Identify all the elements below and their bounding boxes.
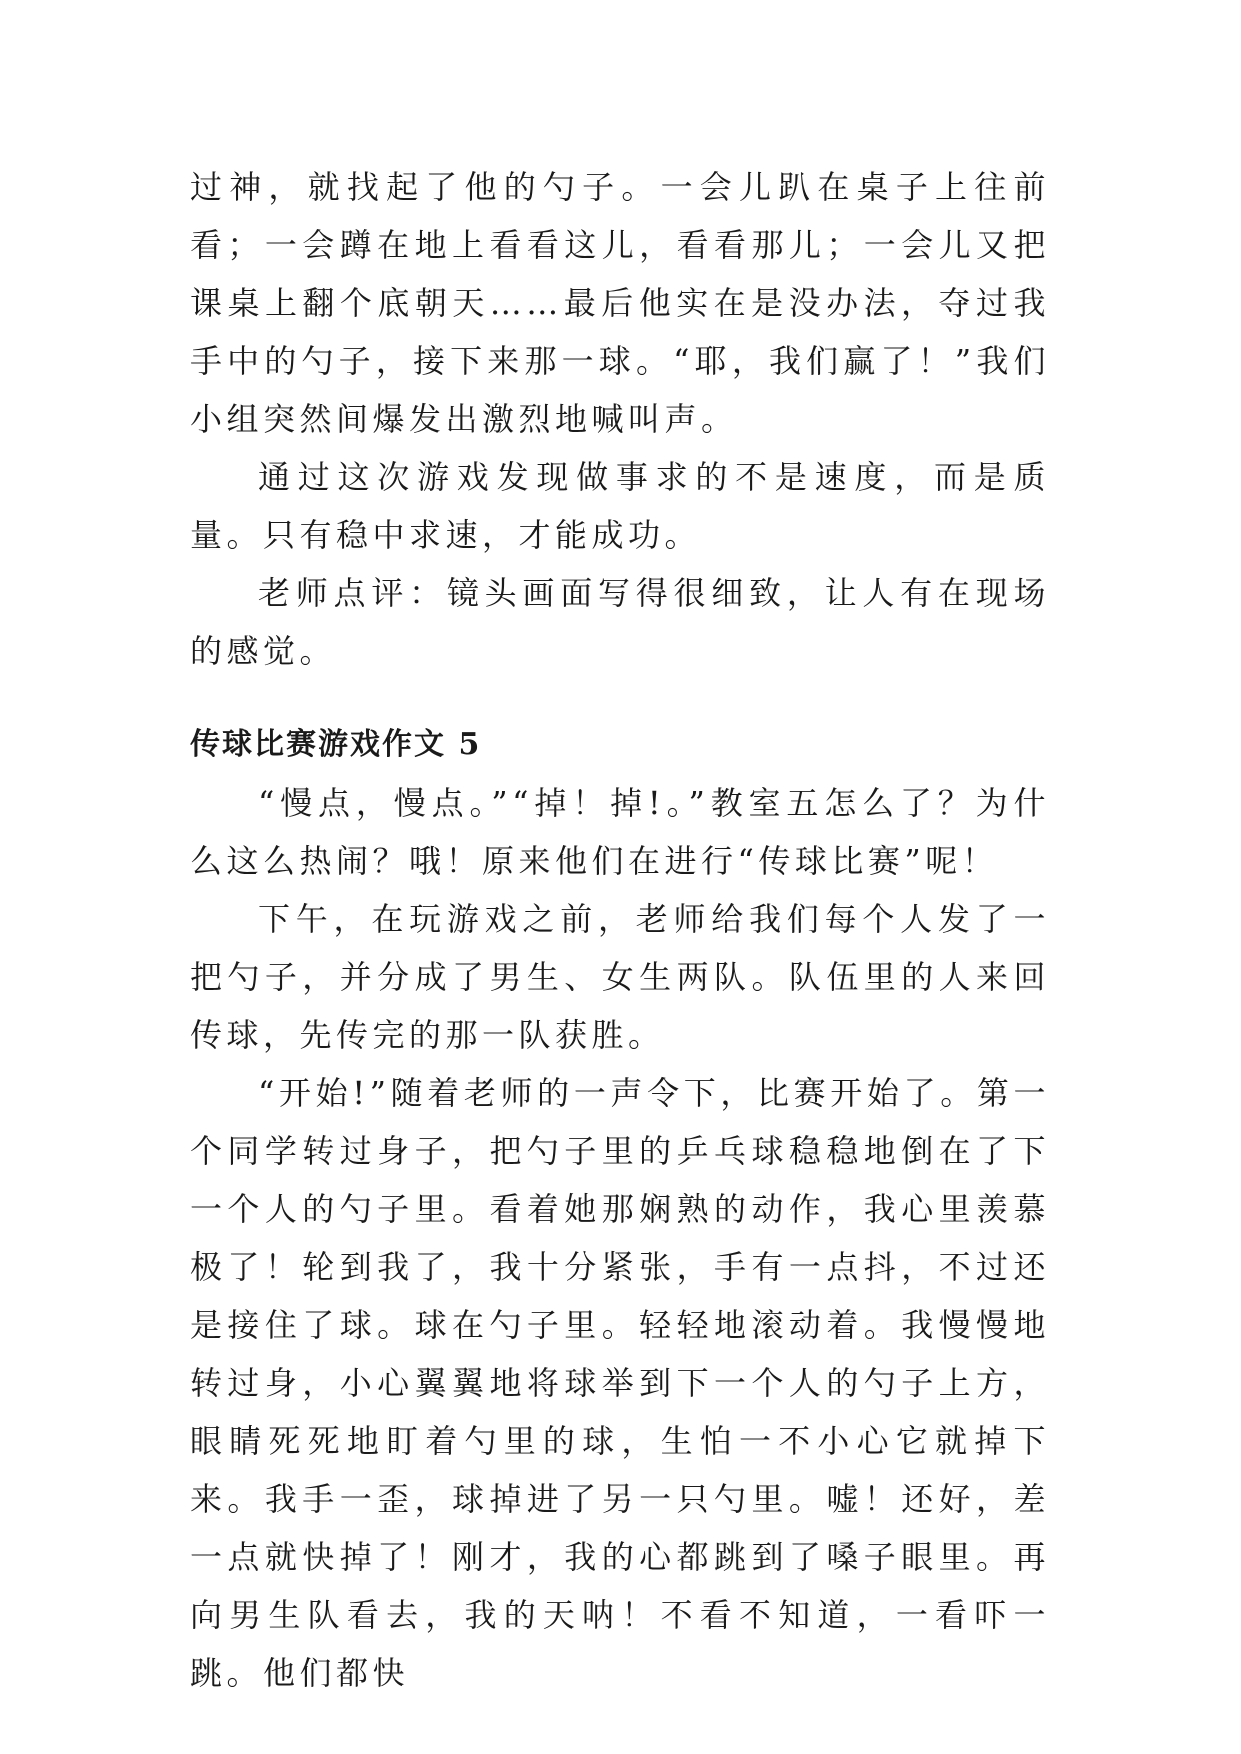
paragraph-opening: “慢点，慢点。”“掉！掉!。”教室五怎么了？为什么这么热闹？哦！原来他们在进行“传球比赛”呢！ [190,784,1050,880]
paragraph-setup: 下午，在玩游戏之前，老师给我们每个人发了一把勺子，并分成了男生、女生两队。队伍里的人来回传球，先传完的那一队获胜。 [190,900,1050,1054]
paragraph-conclusion: 通过这次游戏发现做事求的不是速度，而是质量。只有稳中求速，才能成功。 [190,458,1050,554]
paragraph-continuation: 过神，就找起了他的勺子。一会儿趴在桌子上往前看；一会蹲在地上看看这儿，看看那儿；一会儿又把课桌上翻个底朝天……最后他实在是没办法，夺过我手中的勺子，接下来那一球。“耶，我们赢了！”我们小组突然间爆发出激烈地喊叫声。 [190,168,1050,438]
document-page [190,158,1050,1702]
paragraph-game: “开始!”随着老师的一声令下，比赛开始了。第一个同学转过身子，把勺子里的乒乓球稳稳地倒在了下一个人的勺子里。看着她那娴熟的动作，我心里羡慕极了！轮到我了，我十分紧张，手有一点抖，不过还是接住了球。球在勺子里。轻轻地滚动着。我慢慢地转过身，小心翼翼地将球举到下一个人的勺子上方，眼睛死死地盯着勺里的球，生怕一不小心它就掉下来。我手一歪，球掉进了另一只勺里。嘘！还好，差一点就快掉了！刚才，我的心都跳到了嗓子眼里。再向男生队看去，我的天呐！不看不知道，一看吓一跳。他们都快 [190,1074,1050,1692]
paragraph-teacher-comment: 老师点评：镜头画面写得很细致，让人有在现场的感觉。 [190,574,1050,670]
section-title: 传球比赛游戏作文 5 [190,727,482,762]
